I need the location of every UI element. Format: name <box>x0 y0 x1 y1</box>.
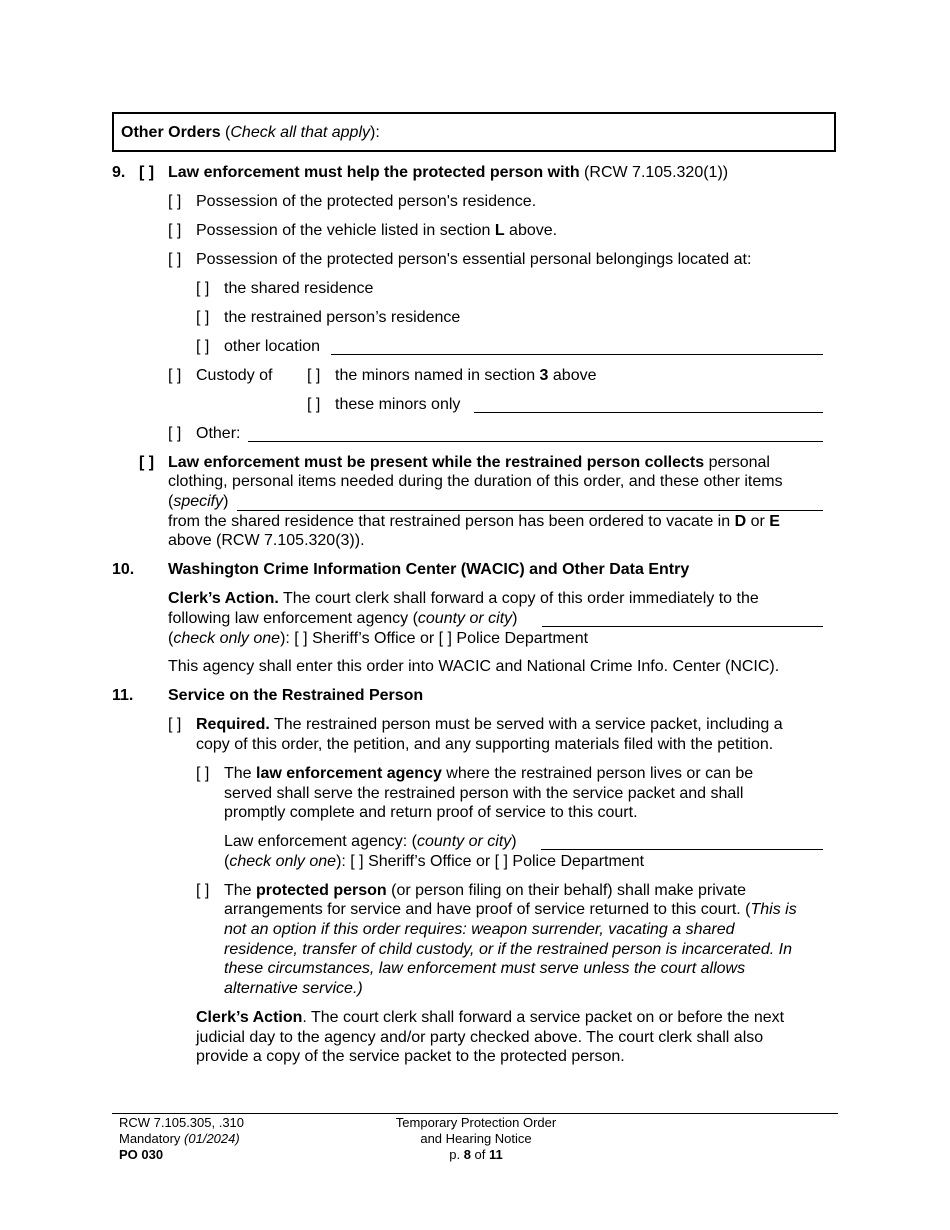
present-bold-text: Law enforcement must be present while the restrained person collects <box>168 454 705 471</box>
county-or-city-label: county or city <box>417 610 513 627</box>
mandatory-label: Mandatory <box>119 1131 185 1146</box>
paren-close: ) <box>512 610 518 627</box>
footer-form-number: PO 030 <box>119 1147 164 1162</box>
other-field[interactable] <box>248 441 823 442</box>
footer-mandatory <box>119 1131 240 1147</box>
pp-line-4: residence, transfer of child custody, or if the restrained person is incarcerated. In <box>224 941 792 958</box>
check-only-one-label: check only one <box>173 630 281 647</box>
page-label: p. <box>449 1147 464 1162</box>
section-9-number: 9. <box>112 164 126 181</box>
belongings-checkbox[interactable]: [ ] <box>168 251 182 268</box>
required-label: Required. <box>196 716 270 733</box>
section-9-rcw-ref: (RCW 7.105.320(1)) <box>579 164 729 181</box>
custody-only-field[interactable] <box>474 412 823 413</box>
section-10-title: Washington Crime Information Center (WACIC) and Other Data Entry <box>168 561 690 578</box>
custody-minors-option <box>335 366 597 386</box>
other-location-field[interactable] <box>331 354 823 355</box>
clerk-action-label: Clerk’s Action <box>196 1009 303 1026</box>
section-e-ref: E <box>769 513 780 530</box>
present-line-1 <box>168 453 770 473</box>
residence-checkbox[interactable]: [ ] <box>168 193 182 210</box>
s11-clerk-line-3: provide a copy of the service packet to the protected person. <box>196 1048 625 1065</box>
paren-close: ) <box>223 493 229 510</box>
check-all-note: Check all that apply <box>230 124 371 141</box>
s11-agency-line <box>224 832 517 852</box>
s11-check-only-one <box>224 852 644 872</box>
vehicle-section-ref: L <box>494 222 505 239</box>
clerk-action-text: . The court clerk shall forward a service packet on or before the next <box>302 1009 785 1026</box>
le-line-2: served shall serve the restrained person with the service packet and shall <box>224 785 744 802</box>
other-orders-heading <box>121 123 380 143</box>
vehicle-text-end: above. <box>504 222 558 239</box>
s10-clerk-line-2 <box>168 609 518 629</box>
paren: ( <box>168 630 174 647</box>
paren: ( <box>168 493 174 510</box>
footer-page-number <box>376 1147 576 1163</box>
section-d-ref: D <box>734 513 747 530</box>
custody-minors-text-end: above <box>548 367 597 384</box>
shared-residence-checkbox[interactable]: [ ] <box>196 280 210 297</box>
present-line-2: clothing, personal items needed during the duration of this order, and these other items <box>168 473 783 490</box>
s11-agency-field[interactable] <box>541 849 823 850</box>
other-option: Other: <box>196 425 241 442</box>
custody-checkbox[interactable]: [ ] <box>168 367 182 384</box>
clerk-action-text: The court clerk shall forward a copy of this order immediately to the <box>278 590 759 607</box>
present-line-5: above (RCW 7.105.320(3)). <box>168 532 365 549</box>
section-9-checkbox[interactable]: [ ] <box>139 164 155 181</box>
required-checkbox[interactable]: [ ] <box>168 716 182 733</box>
pp-bold: protected person <box>256 882 387 899</box>
vehicle-text: Possession of the vehicle listed in section <box>196 222 495 239</box>
present-specify <box>168 492 228 512</box>
or-text: or <box>746 513 770 530</box>
paren: ( <box>220 124 231 141</box>
check-only-one-label: check only one <box>229 853 337 870</box>
other-checkbox[interactable]: [ ] <box>168 425 182 442</box>
vehicle-checkbox[interactable]: [ ] <box>168 222 182 239</box>
vehicle-option <box>196 221 557 241</box>
custody-minors-checkbox[interactable]: [ ] <box>307 367 321 384</box>
required-text: The restrained person must be served with a service packet, including a <box>269 716 783 733</box>
s11-clerk-line-2: judicial day to the agency and/or party checked above. The court clerk shall also <box>196 1029 764 1046</box>
sheriff-police-options[interactable]: ): [ ] Sheriff’s Office or [ ] Police Department <box>280 630 589 647</box>
pp-line-2-text: arrangements for service and have proof of service returned to this court. ( <box>224 901 751 918</box>
present-checkbox[interactable]: [ ] <box>139 454 155 471</box>
pp-line-6: alternative service.) <box>224 980 363 997</box>
footer-title-2: and Hearing Notice <box>420 1131 532 1146</box>
footer-rcw: RCW 7.105.305, .310 <box>119 1115 245 1130</box>
present-line-4 <box>168 512 780 532</box>
restrained-residence-checkbox[interactable]: [ ] <box>196 309 210 326</box>
s10-clerk-line-1 <box>168 589 759 609</box>
le-line-1 <box>224 764 753 784</box>
paren: ( <box>224 853 230 870</box>
residence-option: Possession of the protected person's residence. <box>196 193 537 210</box>
protected-person-checkbox[interactable]: [ ] <box>196 882 210 899</box>
s11-clerk-line-1 <box>196 1008 784 1028</box>
section-9-title-text: Law enforcement must help the protected person with <box>168 164 580 181</box>
custody-option: Custody of <box>196 367 273 384</box>
agency-label: Law enforcement agency: ( <box>224 833 417 850</box>
specify-label: specify <box>173 493 224 510</box>
law-enforcement-checkbox[interactable]: [ ] <box>196 765 210 782</box>
other-orders-label: Other Orders <box>121 124 221 141</box>
footer-title-1: Temporary Protection Order <box>395 1115 557 1130</box>
section-10-number: 10. <box>112 561 135 578</box>
pp-line-1 <box>224 881 746 901</box>
present-specify-field[interactable] <box>237 510 823 511</box>
mandatory-date: (01/2024) <box>184 1131 240 1146</box>
le-the: The <box>224 765 257 782</box>
section-9-title <box>168 163 728 183</box>
pp-line-3: not an option if this order requires: weapon surrender, vacating a shared <box>224 921 735 938</box>
paren-close: ) <box>511 833 517 850</box>
required-line-2: copy of this order, the petition, and any supporting materials filed with the petition. <box>196 736 774 753</box>
s10-agency-field[interactable] <box>542 626 823 627</box>
page-total: 11 <box>489 1147 503 1162</box>
page-of: of <box>470 1147 490 1162</box>
clerk-action-label: Clerk’s Action. <box>168 590 279 607</box>
s10-check-only-one <box>168 629 588 649</box>
custody-only-checkbox[interactable]: [ ] <box>307 396 321 413</box>
other-location-checkbox[interactable]: [ ] <box>196 338 210 355</box>
pp-line-2-italic: This is <box>750 901 797 918</box>
belongings-option: Possession of the protected person's essential personal belongings located at: <box>196 251 752 268</box>
custody-section-ref: 3 <box>539 367 549 384</box>
page-current: 8 <box>463 1147 471 1162</box>
ncic-statement: This agency shall enter this order into WACIC and National Crime Info. Center (NCIC). <box>168 658 780 675</box>
sheriff-police-options[interactable]: ): [ ] Sheriff’s Office or [ ] Police Department <box>336 853 645 870</box>
footer-divider <box>112 1113 838 1114</box>
section-11-number: 11. <box>112 687 134 704</box>
shared-residence-option: the shared residence <box>224 280 374 297</box>
other-location-option: other location <box>224 338 321 355</box>
pp-the: The <box>224 882 257 899</box>
le-line-3: promptly complete and return proof of service to this court. <box>224 804 638 821</box>
custody-minors-text: the minors named in section <box>335 367 540 384</box>
agency-text: following law enforcement agency ( <box>168 610 418 627</box>
required-line-1 <box>196 715 783 735</box>
le-bold: law enforcement agency <box>256 765 442 782</box>
pp-line-2 <box>224 900 797 920</box>
le-text: where the restrained person lives or can be <box>441 765 754 782</box>
restrained-residence-option: the restrained person’s residence <box>224 309 461 326</box>
paren-close: ): <box>370 124 380 141</box>
present-line-4-text: from the shared residence that restrained person has been ordered to vacate in <box>168 513 735 530</box>
pp-line-5: these circumstances, law enforcement must serve unless the court allows <box>224 960 746 977</box>
custody-only-option: these minors only <box>335 396 461 413</box>
section-11-title: Service on the Restrained Person <box>168 687 424 704</box>
county-or-city-label: county or city <box>417 833 512 850</box>
present-text: personal <box>704 454 770 471</box>
pp-text: (or person filing on their behalf) shall make private <box>386 882 746 899</box>
